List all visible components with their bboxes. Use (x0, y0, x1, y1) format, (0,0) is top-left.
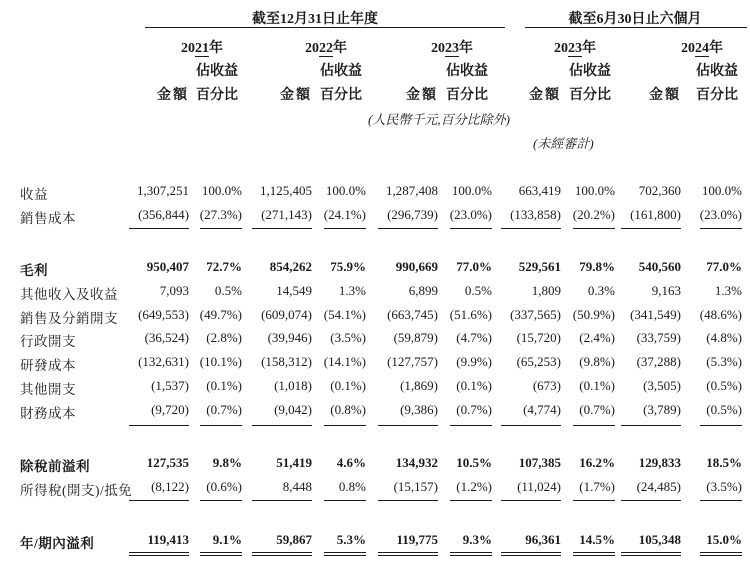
amount-cell: (39,946) (267, 330, 312, 345)
amount-cell: 990,669 (395, 259, 438, 274)
amount-cell: 1,287,408 (386, 183, 438, 198)
amount-cell: 9,163 (651, 283, 681, 298)
pct-cell: 100.0% (701, 183, 742, 198)
unaudited-note: (未經審計) (533, 136, 594, 151)
pct-cell: (23.0%) (449, 207, 492, 222)
subtotal-rule (324, 228, 366, 229)
column-year-underline (195, 56, 209, 57)
amount-cell: 59,867 (276, 532, 312, 547)
column-year (162, 37, 242, 57)
row-label: 毛利 (20, 263, 48, 278)
pct-cell: 75.9% (330, 259, 366, 274)
pct-cell: 0.5% (464, 283, 492, 298)
subtotal-rule (450, 228, 492, 229)
amount-cell: (356,844) (138, 207, 189, 222)
total-double-rule (621, 552, 681, 556)
pct-cell: (9.8%) (579, 354, 615, 369)
amount-cell: (158,312) (261, 354, 312, 369)
pct-header-line1: 佔收益 (196, 64, 238, 79)
total-double-rule (324, 552, 366, 556)
amount-cell: 96,361 (525, 532, 561, 547)
subtotal-rule (378, 425, 438, 426)
amount-cell: 127,535 (146, 455, 189, 470)
pct-cell: (49.7%) (199, 307, 242, 322)
amount-cell: (1,869) (400, 378, 438, 393)
pct-cell: 77.0% (706, 259, 742, 274)
total-double-rule (700, 552, 742, 556)
pct-cell: (0.7%) (579, 402, 615, 417)
total-double-rule (129, 552, 189, 556)
pct-cell: (0.1%) (579, 378, 615, 393)
pct-header-line1: 佔收益 (446, 64, 488, 79)
amount-cell: 663,419 (518, 183, 561, 198)
column-year (286, 37, 366, 57)
column-year-label: 2023年 (431, 41, 473, 56)
row-label: 行政開支 (20, 334, 76, 349)
row-label: 銷售及分銷開支 (20, 311, 118, 326)
pct-cell: (9.9%) (456, 354, 492, 369)
column-year-label: 2023年 (554, 41, 596, 56)
pct-cell: (51.6%) (449, 307, 492, 322)
column-year-underline (445, 56, 459, 57)
amount-cell: 702,360 (638, 183, 681, 198)
amount-cell: 1,307,251 (137, 183, 189, 198)
pct-header-line2: 百分比 (696, 88, 738, 103)
pct-cell: 100.0% (451, 183, 492, 198)
pct-cell: 0.5% (214, 283, 242, 298)
pct-cell: (0.1%) (456, 378, 492, 393)
amount-cell: (37,288) (636, 354, 681, 369)
subtotal-rule (621, 500, 681, 501)
amount-cell: (673) (532, 378, 561, 393)
pct-cell: 5.3% (336, 532, 366, 547)
pct-cell: (23.0%) (699, 207, 742, 222)
pct-cell: (0.1%) (206, 378, 242, 393)
pct-header-line2: 百分比 (196, 88, 238, 103)
pct-cell: (0.6%) (206, 479, 242, 494)
column-year-underline (319, 56, 333, 57)
row-label: 所得稅(開支)/抵免 (20, 483, 133, 498)
pct-cell: (3.5%) (330, 330, 366, 345)
pct-cell: (4.7%) (456, 330, 492, 345)
pct-cell: (27.3%) (199, 207, 242, 222)
pct-cell: 10.5% (456, 455, 492, 470)
subtotal-rule (573, 425, 615, 426)
amount-cell: (15,157) (393, 479, 438, 494)
period-header-six-months: 截至6月30日止六個月 (568, 12, 702, 27)
amount-cell: 854,262 (269, 259, 312, 274)
pct-cell: 18.5% (706, 455, 742, 470)
amount-cell: (65,253) (516, 354, 561, 369)
amount-cell: 105,348 (638, 532, 681, 547)
amount-cell: (663,745) (387, 307, 438, 322)
total-double-rule (200, 552, 242, 556)
amount-cell: (161,800) (630, 207, 681, 222)
column-year (535, 37, 615, 57)
pct-cell: (0.5%) (706, 402, 742, 417)
subtotal-rule (621, 425, 681, 426)
amount-cell: (133,858) (510, 207, 561, 222)
amount-cell: (296,739) (387, 207, 438, 222)
amount-header: 金額 (406, 88, 438, 103)
pct-header-line2: 百分比 (569, 88, 611, 103)
row-label: 年/期內溢利 (20, 536, 95, 551)
pct-cell: 100.0% (325, 183, 366, 198)
amount-cell: 1,809 (531, 283, 561, 298)
amount-cell: (337,565) (510, 307, 561, 322)
amount-cell: (3,789) (643, 402, 681, 417)
subtotal-rule (324, 425, 366, 426)
amount-cell: 540,560 (638, 259, 681, 274)
amount-cell: 119,775 (396, 532, 438, 547)
subtotal-rule (200, 228, 242, 229)
amount-cell: (8,122) (151, 479, 189, 494)
period-header-year-end-underline (145, 27, 505, 28)
subtotal-rule (621, 228, 681, 229)
amount-cell: (36,524) (144, 330, 189, 345)
subtotal-rule (573, 228, 615, 229)
subtotal-rule (501, 500, 561, 501)
pct-cell: (50.9%) (572, 307, 615, 322)
pct-cell: (1.7%) (579, 479, 615, 494)
pct-cell: (0.8%) (330, 402, 366, 417)
amount-cell: (4,774) (523, 402, 561, 417)
column-year-label: 2024年 (681, 41, 723, 56)
pct-cell: (48.6%) (699, 307, 742, 322)
amount-cell: (271,143) (261, 207, 312, 222)
pct-cell: (2.8%) (206, 330, 242, 345)
amount-cell: (24,485) (636, 479, 681, 494)
pct-cell: 9.1% (212, 532, 242, 547)
subtotal-rule (573, 500, 615, 501)
subtotal-rule (700, 228, 742, 229)
subtotal-rule (700, 425, 742, 426)
column-year-underline (568, 56, 582, 57)
pct-cell: (2.4%) (579, 330, 615, 345)
pct-cell: (24.1%) (323, 207, 366, 222)
total-double-rule (501, 552, 561, 556)
subtotal-rule (700, 500, 742, 501)
pct-cell: (5.3%) (706, 354, 742, 369)
pct-cell: 100.0% (201, 183, 242, 198)
amount-cell: (132,631) (138, 354, 189, 369)
row-label: 研發成本 (20, 358, 76, 373)
column-year-label: 2022年 (305, 41, 347, 56)
amount-cell: 6,899 (408, 283, 438, 298)
currency-note: (人民幣千元,百分比除外) (368, 112, 510, 127)
subtotal-rule (129, 425, 189, 426)
total-double-rule (378, 552, 438, 556)
subtotal-rule (501, 425, 561, 426)
pct-cell: 9.8% (212, 455, 242, 470)
amount-cell: 8,448 (282, 479, 312, 494)
pct-cell: 79.8% (579, 259, 615, 274)
subtotal-rule (324, 500, 366, 501)
amount-cell: (9,042) (274, 402, 312, 417)
pct-cell: 1.3% (338, 283, 366, 298)
row-label: 除稅前溢利 (20, 459, 90, 474)
total-double-rule (573, 552, 615, 556)
subtotal-rule (129, 500, 189, 501)
amount-cell: 14,549 (276, 283, 312, 298)
pct-cell: 0.8% (338, 479, 366, 494)
column-year (412, 37, 492, 57)
pct-cell: 9.3% (462, 532, 492, 547)
pct-cell: (14.1%) (323, 354, 366, 369)
pct-cell: (20.2%) (572, 207, 615, 222)
subtotal-rule (378, 500, 438, 501)
total-double-rule (252, 552, 312, 556)
amount-cell: 134,932 (395, 455, 438, 470)
pct-cell: (0.1%) (330, 378, 366, 393)
column-year-underline (695, 56, 709, 57)
amount-cell: (15,720) (516, 330, 561, 345)
pct-cell: 1.3% (714, 283, 742, 298)
amount-header: 金額 (649, 88, 681, 103)
pct-cell: (0.7%) (456, 402, 492, 417)
row-label: 其他開支 (20, 382, 76, 397)
amount-cell: (3,505) (643, 378, 681, 393)
subtotal-rule (378, 228, 438, 229)
amount-cell: (1,018) (274, 378, 312, 393)
pct-cell: 100.0% (574, 183, 615, 198)
subtotal-rule (200, 425, 242, 426)
pct-cell: 15.0% (706, 532, 742, 547)
amount-cell: (33,759) (636, 330, 681, 345)
subtotal-rule (200, 500, 242, 501)
period-header-year-end: 截至12月31日止年度 (252, 12, 378, 27)
amount-cell: (341,549) (630, 307, 681, 322)
pct-header-line1: 佔收益 (569, 64, 611, 79)
amount-cell: 119,413 (147, 532, 189, 547)
subtotal-rule (450, 500, 492, 501)
row-label: 銷售成本 (20, 211, 76, 226)
subtotal-rule (501, 228, 561, 229)
row-label: 財務成本 (20, 406, 76, 421)
pct-cell: 77.0% (456, 259, 492, 274)
amount-cell: 129,833 (638, 455, 681, 470)
pct-cell: (3.5%) (706, 479, 742, 494)
row-label: 其他收入及收益 (20, 287, 118, 302)
amount-cell: 51,419 (276, 455, 312, 470)
amount-cell: (649,553) (138, 307, 189, 322)
subtotal-rule (129, 228, 189, 229)
pct-cell: (1.2%) (456, 479, 492, 494)
amount-cell: 7,093 (159, 283, 189, 298)
subtotal-rule (252, 228, 312, 229)
amount-cell: (127,757) (387, 354, 438, 369)
period-header-six-months-underline (525, 27, 747, 28)
pct-cell: (10.1%) (199, 354, 242, 369)
pct-header-line2: 百分比 (320, 88, 362, 103)
subtotal-rule (252, 500, 312, 501)
amount-cell: 107,385 (518, 455, 561, 470)
pct-cell: 14.5% (579, 532, 615, 547)
amount-cell: 529,561 (518, 259, 561, 274)
subtotal-rule (252, 425, 312, 426)
amount-cell: (609,074) (261, 307, 312, 322)
column-year-label: 2021年 (181, 41, 223, 56)
amount-cell: (1,537) (151, 378, 189, 393)
pct-header-line1: 佔收益 (696, 64, 738, 79)
pct-cell: 16.2% (579, 455, 615, 470)
pct-cell: (4.8%) (706, 330, 742, 345)
amount-header: 金額 (280, 88, 312, 103)
pct-header-line2: 百分比 (446, 88, 488, 103)
pct-cell: 4.6% (336, 455, 366, 470)
pct-cell: (54.1%) (323, 307, 366, 322)
amount-cell: (59,879) (393, 330, 438, 345)
amount-cell: 1,125,405 (260, 183, 312, 198)
amount-cell: (9,720) (151, 402, 189, 417)
amount-header: 金額 (529, 88, 561, 103)
amount-cell: 950,407 (146, 259, 189, 274)
row-label: 收益 (20, 187, 48, 202)
pct-header-line1: 佔收益 (320, 64, 362, 79)
pct-cell: (0.7%) (206, 402, 242, 417)
subtotal-rule (450, 425, 492, 426)
pct-cell: (0.5%) (706, 378, 742, 393)
amount-header: 金額 (157, 88, 189, 103)
pct-cell: 72.7% (206, 259, 242, 274)
total-double-rule (450, 552, 492, 556)
amount-cell: (9,386) (400, 402, 438, 417)
pct-cell: 0.3% (587, 283, 615, 298)
column-year (662, 37, 742, 57)
amount-cell: (11,024) (517, 479, 561, 494)
